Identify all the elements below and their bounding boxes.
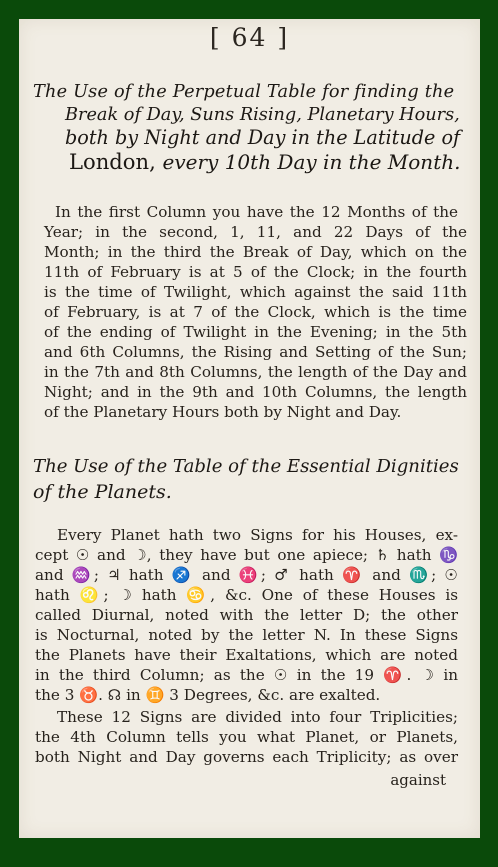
section1-body-line: and 6th Columns, the Rising and Setting of the Sun;	[44, 343, 467, 361]
section2-body-line: cept ☉ and ☽, they have but one apiece; ♄ hath ♑	[35, 546, 458, 564]
section1-title-line-4	[69, 149, 460, 175]
section1-body-line: Year; in the second, 1, 11, and 22 Days of the	[44, 223, 467, 241]
section2-body-line: is Nocturnal, noted by the letter N. In these Signs	[35, 626, 458, 644]
section1-body-line: in the 7th and 8th Columns, the length of the Day and	[44, 363, 467, 381]
section1-body-line: 11th of February is at 5 of the Clock; in the fourth	[44, 263, 467, 281]
section1-body-line: Month; in the third the Break of Day, which on the	[44, 243, 467, 261]
section1-body-line: In the first Column you have the 12 Months of the	[55, 203, 458, 221]
section2-body-line: the Planets have their Exaltations, which are noted	[35, 646, 458, 664]
catchword: against	[390, 771, 446, 789]
section1-title-line-1: The Use of the Perpetual Table for finding the	[33, 82, 455, 102]
section1-body-line: of the Planetary Hours both by Night and Day.	[44, 403, 402, 421]
section1-body-line: is the time of Twilight, which against the said 11th	[44, 283, 467, 301]
section1-title-line-2: Break of Day, Suns Rising, Planetary Hours,	[65, 105, 460, 125]
section1-body-line: of the ending of Twilight in the Evening; in the 5th	[44, 323, 467, 341]
section2-body-line: and ♒; ♃ hath ♐ and ♓; ♂ hath ♈ and ♏; ☉	[35, 566, 458, 584]
section2-title-line-2: of the Planets.	[33, 481, 172, 503]
section2-body-line: hath ♌; ☽ hath ♋, &c. One of these Houses is	[35, 586, 458, 604]
section2-body-line: both Night and Day governs each Triplicity; as over	[35, 748, 458, 766]
section1-title-line-3: both by Night and Day in the Latitude of	[65, 126, 461, 149]
section2-body-line: These 12 Signs are divided into four Triplicities;	[57, 708, 458, 726]
section1-body-line: of February, is at 7 of the Clock, which is the time	[44, 303, 467, 321]
section2-body-line: called Diurnal, noted with the letter D; the other	[35, 606, 458, 624]
section2-title-line-1: The Use of the Table of the Essential Dignities	[33, 456, 459, 477]
section1-title-tail: every 10th Day in the Month.	[162, 150, 461, 174]
page-number: [ 64 ]	[209, 23, 290, 52]
section2-body-line: the 4th Column tells you what Planet, or Planets,	[35, 728, 458, 746]
section2-body-line: in the third Column; as the ☉ in the 19 ♈. ☽ in	[35, 666, 458, 684]
section1-body-line: Night; and in the 9th and 10th Columns, the length	[44, 383, 467, 401]
section1-title-place: London,	[69, 149, 156, 174]
section2-body-line: Every Planet hath two Signs for his Houses, ex-	[57, 526, 458, 544]
section2-body-line: the 3 ♉. ☊ in ♊ 3 Degrees, &c. are exalted.	[35, 686, 381, 704]
book-page	[19, 19, 480, 838]
